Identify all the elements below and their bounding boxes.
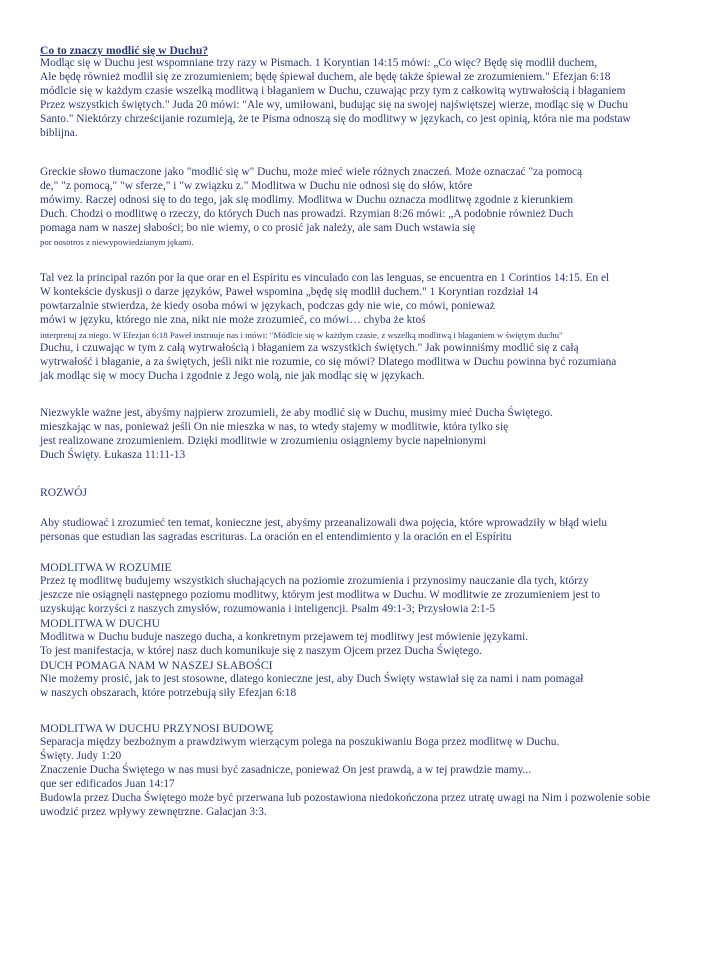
text-line: Niezwykle ważne jest, abyśmy najpierw zrozumieli, że aby modlić się w Duchu, musimy mieć Ducha Świętego.	[40, 407, 553, 419]
text-line: Duch Święty. Łukasza 11:11-13	[40, 449, 186, 461]
text-line: jeszcze nie osiągnęli następnego poziomu modlitwy, którym jest modlitwa w Duchu. W modlitwie ze zrozumieniem jest to	[40, 589, 601, 601]
text-line: Znaczenie Ducha Świętego w nas musi być zasadnicze, ponieważ On jest prawdą, a w tej prawdzie mamy...	[40, 764, 532, 776]
section-heading: DUCH POMAGA NAM W NASZEJ SŁABOŚCI	[40, 659, 273, 672]
text-line: módlcie się w każdym czasie wszelką modlitwą i błaganiem w Duchu, czuwając przy tym z całkowitą wytrwałością i błaganiem	[40, 85, 626, 97]
text-line: powtarzalnie stwierdza, że kiedy osoba mówi w językach, podczas gdy nie wie, co mówi, ponieważ	[40, 300, 495, 312]
text-line: Budowla przez Ducha Świętego może być przerwana lub pozostawiona niedokończona przez utratę uwagi na Nim i pozwolenie sobie	[40, 792, 651, 804]
section-heading: MODLITWA W DUCHU PRZYNOSI BUDOWĘ	[40, 722, 274, 735]
text-line: mówimy. Raczej odnosi się to do tego, jak się modlimy. Modlitwa w Duchu oznacza modlitwę zgodnie z kierunkiem	[40, 194, 574, 206]
text-line: Przez tę modlitwę budujemy wszystkich słuchających na poziomie zrozumienia i przynosimy nauczanie dla tych, którzy	[40, 575, 589, 587]
text-line: mówi w języku, którego nie zna, nikt nie może zrozumieć, co mówi… chyba że ktoś	[40, 314, 426, 326]
text-line: interpretuj za niego. W Efezjan 6:18 Paweł instruuje nas i mówi: "Módlcie się w każdym czasie, z wszelką modlitwą i błaganiem w świętym duchu"	[40, 330, 563, 340]
text-line: personas que estudian las sagradas escrituras. La oración en el entendimiento y la oración en el Espíritu	[40, 531, 512, 543]
text-line: por nosotros z niewypowiedzianym jękami.	[40, 237, 194, 247]
text-line: Santo." Niektórzy chrześcijanie rozumieją, że te Pisma odnoszą się do modlitwy w językach, co jest opinią, która nie ma podstaw	[40, 113, 631, 125]
text-line: pomaga nam w naszej słabości; bo nie wiemy, o co prosić jak należy, ale sam Duch wstawia się	[40, 222, 476, 234]
text-line: jest realizowane zrozumieniem. Dzięki modlitwie w zrozumieniu osiągniemy bycie napełnionymi	[40, 435, 486, 447]
section-heading: MODLITWA W DUCHU	[40, 617, 161, 630]
text-line: W kontekście dyskusji o darze języków, Paweł wspomina „będę się modlił duchem." 1 Koryntian rozdział 14	[40, 286, 539, 298]
text-line: Greckie słowo tłumaczone jako "modlić się w" Duchu, może mieć wiele różnych znaczeń. Może oznaczać "za pomocą	[40, 166, 583, 178]
text-line: que ser edificados Juan 14:17	[40, 778, 175, 790]
section-heading: MODLITWA W ROZUMIE	[40, 561, 172, 574]
text-line: Modląc się w Duchu jest wspomniane trzy razy w Pismach. 1 Koryntian 14:15 mówi: „Co więc? Będę się modlił duchem,	[40, 57, 598, 69]
text-line: Święty. Judy 1:20	[40, 750, 122, 762]
text-line: To jest manifestacja, w której nasz duch komunikuje się z naszym Ojcem przez Ducha Świętego.	[40, 645, 483, 657]
text-line: Aby studiować i zrozumieć ten temat, konieczne jest, abyśmy przeanalizowali dwa pojęcia, które wprowadziły w błąd wielu	[40, 517, 608, 529]
text-line: Modlitwa w Duchu buduje naszego ducha, a konkretnym przejawem tej modlitwy jest mówienie językami.	[40, 631, 529, 643]
text-line: Ale będę również modlił się ze zrozumieniem; będę śpiewał duchem, ale będę także śpiewał ze zrozumieniem." Efezjan 6:18	[40, 71, 611, 83]
text-line: biblijna.	[40, 127, 78, 139]
document-title: Co to znaczy modlić się w Duchu?	[40, 44, 209, 57]
text-line: w naszych obszarach, które potrzebują siły Efezjan 6:18	[40, 687, 297, 699]
text-line: Duch. Chodzi o modlitwę o rzeczy, do których Duch nas prowadzi. Rzymian 8:26 mówi: „A podobnie również Duch	[40, 208, 574, 220]
text-line: Przez wszystkich świętych." Juda 20 mówi: "Ale wy, umiłowani, budując się na swojej najświętszej wierze, modląc się w Duchu	[40, 99, 629, 111]
text-line: Nie możemy prosić, jak to jest stosowne, dlatego konieczne jest, aby Duch Święty wstawiał się za nami i nam pomagał	[40, 673, 584, 685]
text-line: de," "z pomocą," "w sferze," i "w związku z." Modlitwa w Duchu nie odnosi się do słów, które	[40, 180, 473, 192]
text-line: Duchu, i czuwając w tym z całą wytrwałością i błaganiem za wszystkich świętych." Jak powinniśmy modlić się z całą	[40, 342, 579, 354]
text-line: uwodzić przez wpływy zewnętrzne. Galacjan 3:3.	[40, 806, 267, 818]
text-line: Separacja między bezbożnym a prawdziwym wierzącym polega na poszukiwaniu Boga przez modlitwę w Duchu.	[40, 736, 560, 748]
text-line: uzyskując korzyści z naszych zmysłów, rozumowania i inteligencji. Psalm 49:1-3; Przysłowia 2:1-5	[40, 603, 496, 615]
section-heading: ROZWÓJ	[40, 486, 88, 499]
text-line: jak modląc się w mocy Ducha i zgodnie z Jego wolą, nie jak modląc się w językach.	[40, 370, 425, 382]
text-line: wytrwałość i błaganie, a za świętych, jeśli nikt nie rozumie, co się mówi? Dlatego modlitwa w Duchu powinna być rozumiana	[40, 356, 617, 368]
text-line: mieszkając w nas, ponieważ jeśli On nie mieszka w nas, to wtedy stajemy w modlitwie, która tylko się	[40, 421, 509, 433]
text-line: Tal vez la principal razón por la que orar en el Espíritu es vinculado con las lenguas, se encuentra en 1 Corintios 14:15. En el	[40, 272, 610, 284]
